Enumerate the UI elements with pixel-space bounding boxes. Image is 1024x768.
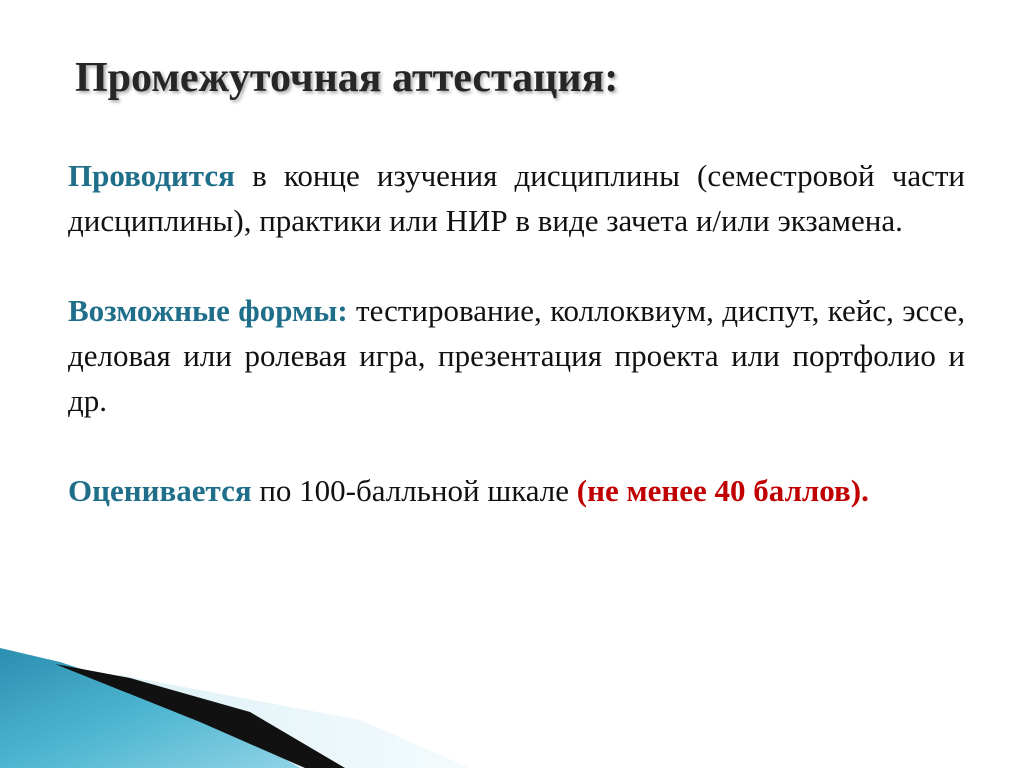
text-conducted: в конце изучения дисциплины (семестровой части дисциплины), практики или НИР в виде зачета и/или экзамена. [68, 158, 965, 238]
slide-title: Промежуточная аттестация: [75, 55, 619, 101]
keyword-conducted: Проводится [68, 158, 235, 193]
text-assessment: по 100-балльной шкале [259, 473, 570, 508]
keyword-assessment: Оценивается [68, 473, 252, 508]
text-forms: тестирование, коллоквиум, диспут, кейс, эссе, деловая или ролевая игра, презентация проекта или портфолио и др. [68, 293, 965, 418]
keyword-forms: Возможные формы: [68, 293, 348, 328]
highlight-min-score: (не менее 40 баллов). [576, 473, 869, 508]
